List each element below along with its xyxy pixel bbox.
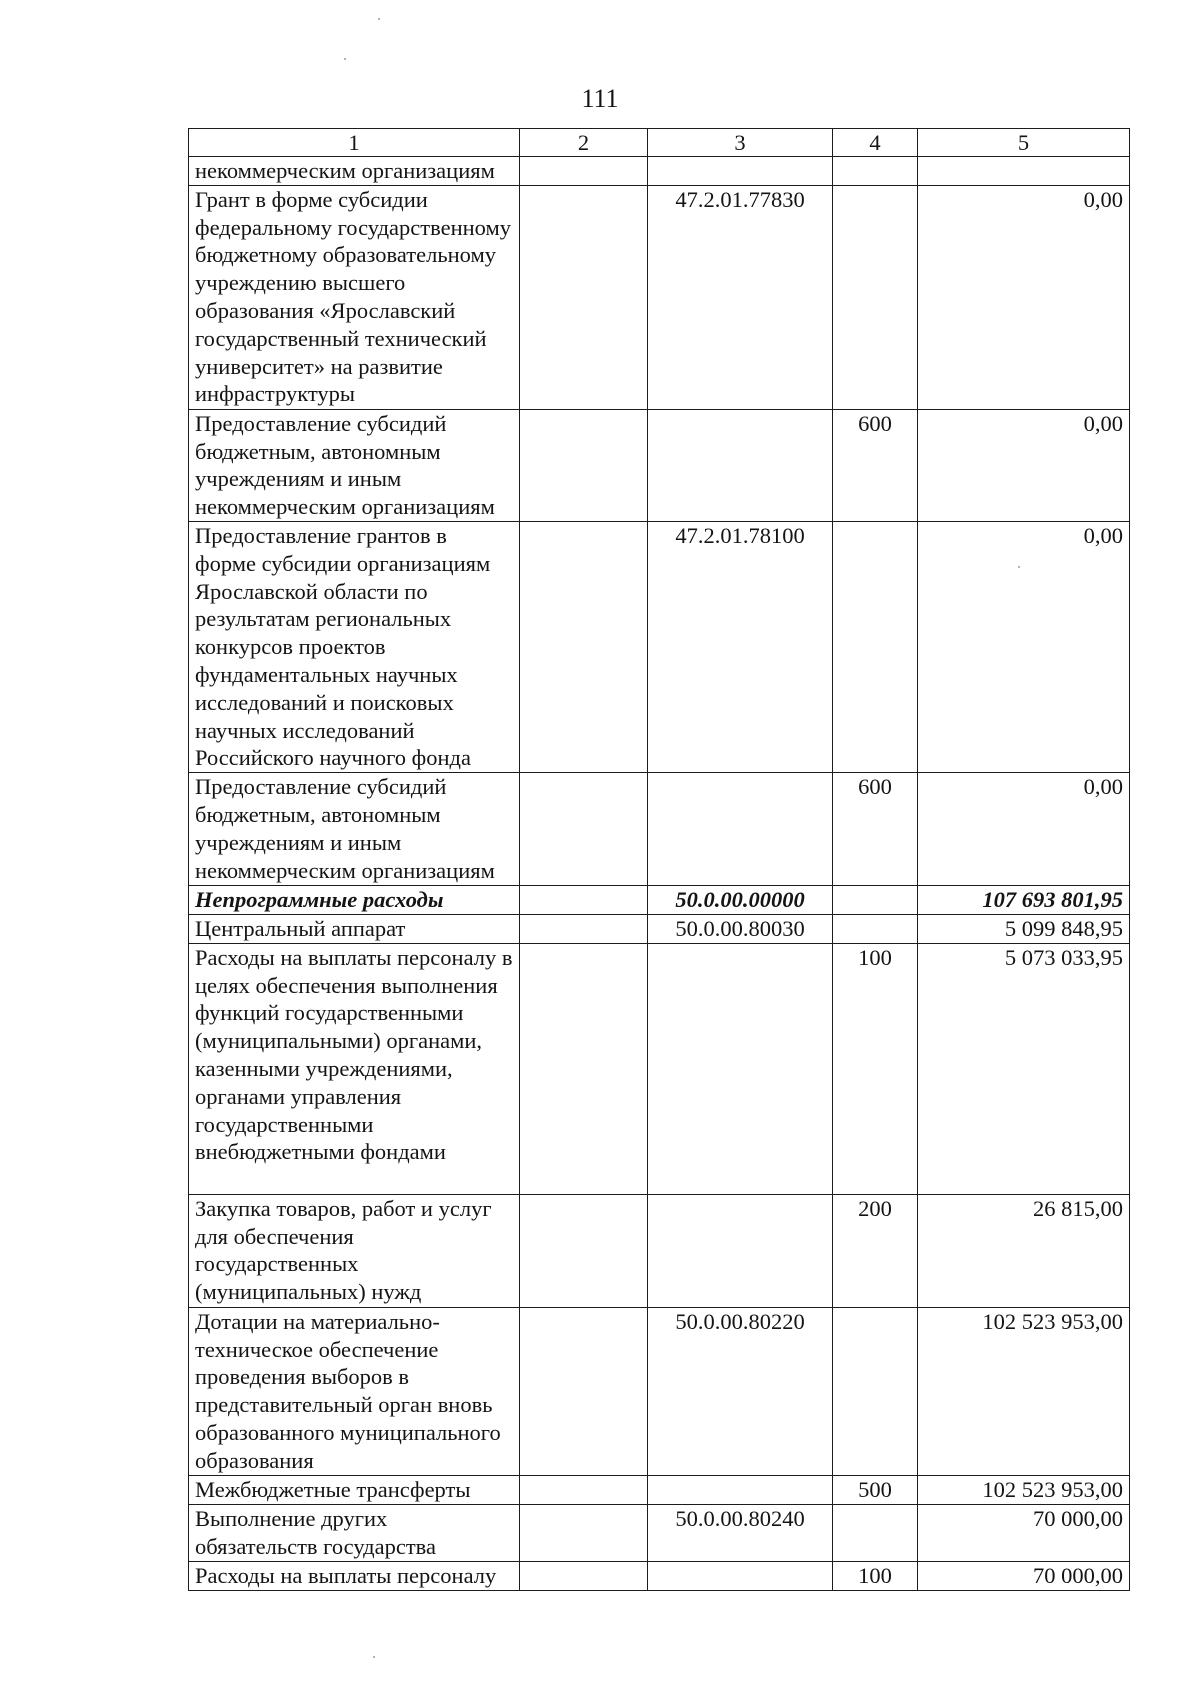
cell-col2 [520, 1561, 648, 1590]
cell-name: Грант в форме субсидии федеральному государственному бюджетному образовательному учреждению высшего образования «Ярославский государственный технический университет» на развитие инфраструктуры [189, 185, 520, 409]
cell-code [648, 1561, 833, 1590]
cell-type [833, 1504, 918, 1561]
cell-col2 [520, 1475, 648, 1504]
cell-type: 600 [833, 773, 918, 886]
scan-speck [378, 18, 380, 20]
cell-amount: 70 000,00 [918, 1504, 1130, 1561]
header-cell-4: 4 [833, 129, 918, 157]
cell-name: Межбюджетные трансферты [189, 1475, 520, 1504]
cell-code [648, 1194, 833, 1307]
table-row [189, 914, 1130, 943]
cell-type: 100 [833, 1561, 918, 1590]
cell-name: Закупка товаров, работ и услуг для обеспечения государственных (муниципальных) нужд [189, 1194, 520, 1307]
cell-type: 100 [833, 943, 918, 1194]
cell-amount: 107 693 801,95 [918, 886, 1130, 915]
cell-type [833, 185, 918, 409]
cell-col2 [520, 914, 648, 943]
cell-type: 200 [833, 1194, 918, 1307]
cell-type: 500 [833, 1475, 918, 1504]
cell-type [833, 886, 918, 915]
header-cell-2: 2 [520, 129, 648, 157]
table-row [189, 886, 1130, 915]
cell-col2 [520, 521, 648, 772]
cell-name: Расходы на выплаты персоналу в целях обеспечения выполнения функций государственными (муниципальными) органами, казенными учреждениями, органами управления государственными внебюджетными фондами [189, 943, 520, 1194]
cell-amount: 26 815,00 [918, 1194, 1130, 1307]
cell-type [833, 1307, 918, 1475]
cell-amount: 102 523 953,00 [918, 1475, 1130, 1504]
cell-type: 600 [833, 409, 918, 521]
cell-code: 47.2.01.78100 [648, 521, 833, 772]
cell-col2 [520, 1307, 648, 1475]
scan-speck [373, 1656, 375, 1658]
cell-name: Предоставление субсидий бюджетным, автономным учреждениям и иным некоммерческим организациям [189, 773, 520, 886]
cell-code [648, 1475, 833, 1504]
cell-amount: 102 523 953,00 [918, 1307, 1130, 1475]
cell-amount: 0,00 [918, 185, 1130, 409]
table-row [189, 185, 1130, 409]
header-row [189, 129, 1130, 157]
table-row [189, 409, 1130, 521]
cell-amount: 0,00 [918, 409, 1130, 521]
cell-col2 [520, 157, 648, 186]
cell-code [648, 773, 833, 886]
cell-col2 [520, 1504, 648, 1561]
budget-table-body [189, 129, 1130, 1591]
cell-col2 [520, 409, 648, 521]
cell-code [648, 157, 833, 186]
cell-name: Выполнение других обязательств государства [189, 1504, 520, 1561]
scan-speck [344, 58, 346, 60]
cell-amount: 5 073 033,95 [918, 943, 1130, 1194]
cell-name: Расходы на выплаты персоналу [189, 1561, 520, 1590]
cell-code: 50.0.00.00000 [648, 886, 833, 915]
cell-amount [918, 157, 1130, 186]
cell-type [833, 914, 918, 943]
page-number: 111 [581, 84, 619, 113]
table-row [189, 1504, 1130, 1561]
cell-type [833, 521, 918, 772]
cell-name: Непрограммные расходы [189, 886, 520, 915]
cell-name: Дотации на материально-техническое обеспечение проведения выборов в представительный орган вновь образованного муниципального образования [189, 1307, 520, 1475]
cell-col2 [520, 185, 648, 409]
cell-amount: 70 000,00 [918, 1561, 1130, 1590]
table-row [189, 1561, 1130, 1590]
cell-code: 50.0.00.80030 [648, 914, 833, 943]
cell-code: 47.2.01.77830 [648, 185, 833, 409]
cell-code [648, 409, 833, 521]
cell-name: Предоставление субсидий бюджетным, автономным учреждениям и иным некоммерческим организациям [189, 409, 520, 521]
table-row [189, 943, 1130, 1194]
cell-col2 [520, 773, 648, 886]
scan-speck [1018, 566, 1020, 568]
table-row [189, 157, 1130, 186]
cell-amount: 0,00 [918, 521, 1130, 772]
header-cell-5: 5 [918, 129, 1130, 157]
cell-name: некоммерческим организациям [189, 157, 520, 186]
table-row [189, 1194, 1130, 1307]
cell-name: Центральный аппарат [189, 914, 520, 943]
header-cell-1: 1 [189, 129, 520, 157]
table-row [189, 1307, 1130, 1475]
header-cell-3: 3 [648, 129, 833, 157]
budget-table [188, 128, 1130, 1591]
cell-col2 [520, 943, 648, 1194]
table-row [189, 1475, 1130, 1504]
cell-name: Предоставление грантов в форме субсидии организациям Ярославской области по результатам региональных конкурсов проектов фундаментальных научных исследований и поисковых научных исследований Российского научного фонда [189, 521, 520, 772]
cell-type [833, 157, 918, 186]
cell-amount: 0,00 [918, 773, 1130, 886]
table-row [189, 521, 1130, 772]
cell-amount: 5 099 848,95 [918, 914, 1130, 943]
cell-code [648, 943, 833, 1194]
cell-code: 50.0.00.80240 [648, 1504, 833, 1561]
cell-code: 50.0.00.80220 [648, 1307, 833, 1475]
table-row [189, 773, 1130, 886]
cell-col2 [520, 886, 648, 915]
cell-col2 [520, 1194, 648, 1307]
